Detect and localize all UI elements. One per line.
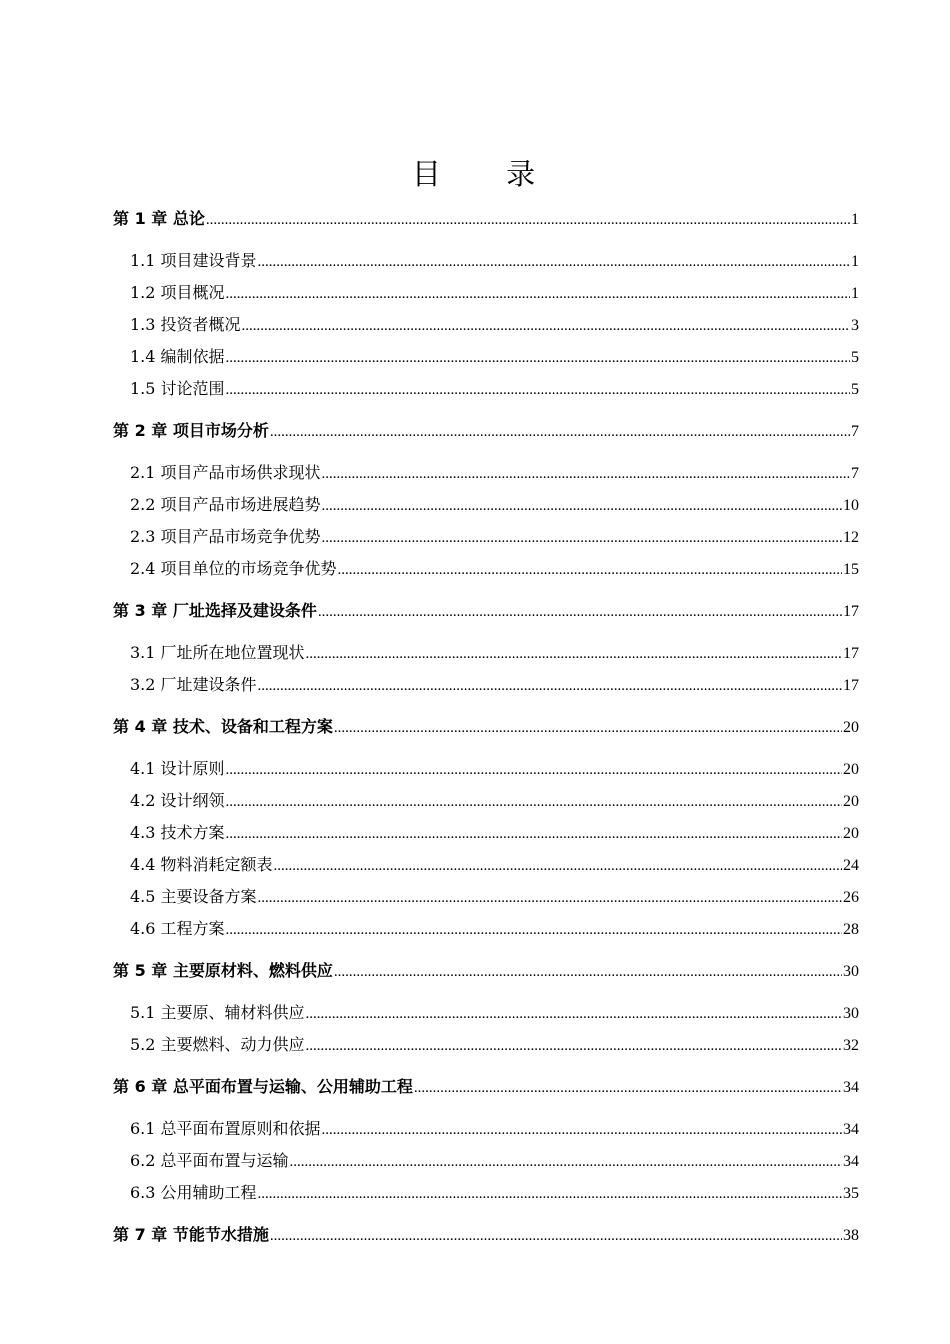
toc-section-entry[interactable] — [113, 669, 859, 701]
toc-entry-label: 2.1 项目产品市场供求现状 — [130, 463, 321, 482]
toc-page-number: 26 — [843, 889, 859, 906]
toc-section-entry[interactable] — [113, 785, 859, 817]
toc-section-entry[interactable] — [113, 1113, 859, 1145]
dot-leader — [338, 554, 842, 586]
toc-entry-label: 第 2 章 项目市场分析 — [113, 421, 269, 440]
toc-chapter-entry[interactable] — [113, 1071, 859, 1103]
toc-section-entry[interactable] — [113, 997, 859, 1029]
toc-entry-label: 第 7 章 节能节水措施 — [113, 1225, 269, 1244]
toc-page-number: 30 — [843, 963, 859, 980]
toc-entry-label: 4.4 物料消耗定额表 — [130, 855, 273, 874]
toc-entry-label: 4.3 技术方案 — [130, 823, 225, 842]
toc-section-entry[interactable] — [113, 457, 859, 489]
toc-page-number: 7 — [851, 465, 859, 482]
toc-section-entry[interactable] — [113, 913, 859, 945]
toc-entry-label: 4.1 设计原则 — [130, 759, 225, 778]
toc-page-number: 1 — [851, 285, 859, 302]
toc-page-number: 35 — [843, 1185, 859, 1202]
toc-section-entry[interactable] — [113, 1029, 859, 1061]
toc-entry-label: 3.2 厂址建设条件 — [130, 675, 257, 694]
dot-leader — [322, 458, 850, 490]
toc-section-entry[interactable] — [113, 849, 859, 881]
dot-leader — [226, 914, 842, 946]
toc-page-number: 20 — [843, 793, 859, 810]
toc-section-entry[interactable] — [113, 1177, 859, 1209]
toc-entry-label: 6.3 公用辅助工程 — [130, 1183, 257, 1202]
toc-section-entry[interactable] — [113, 881, 859, 913]
toc-chapter-entry[interactable] — [113, 711, 859, 743]
dot-leader — [334, 956, 842, 988]
toc-entry-label: 4.6 工程方案 — [130, 919, 225, 938]
dot-leader — [226, 818, 842, 850]
dot-leader — [226, 754, 842, 786]
dot-leader — [318, 596, 842, 628]
toc-page-number: 38 — [843, 1227, 859, 1244]
toc-section-entry[interactable] — [113, 637, 859, 669]
toc-page-number: 3 — [851, 317, 859, 334]
toc-section-entry[interactable] — [113, 309, 859, 341]
dot-leader — [258, 670, 842, 702]
dot-leader — [414, 1072, 842, 1104]
toc-page-number: 20 — [843, 761, 859, 778]
toc-page-number: 15 — [843, 561, 859, 578]
dot-leader — [226, 374, 850, 406]
toc-entry-label: 3.1 厂址所在地位置现状 — [130, 643, 305, 662]
toc-page-number: 20 — [843, 719, 859, 736]
dot-leader — [206, 204, 850, 236]
toc-entry-label: 第 1 章 总论 — [113, 209, 205, 228]
dot-leader — [306, 638, 842, 670]
toc-chapter-entry[interactable] — [113, 1219, 859, 1251]
dot-leader — [226, 278, 850, 310]
table-of-contents — [113, 203, 859, 1251]
dot-leader — [242, 310, 850, 342]
toc-page-number: 5 — [851, 381, 859, 398]
toc-entry-label: 1.1 项目建设背景 — [130, 251, 257, 270]
toc-entry-label: 2.3 项目产品市场竞争优势 — [130, 527, 321, 546]
toc-entry-label: 4.2 设计纲领 — [130, 791, 225, 810]
toc-entry-label: 1.5 讨论范围 — [130, 379, 225, 398]
dot-leader — [270, 1220, 842, 1252]
toc-entry-label: 1.2 项目概况 — [130, 283, 225, 302]
toc-section-entry[interactable] — [113, 341, 859, 373]
toc-entry-label: 2.4 项目单位的市场竞争优势 — [130, 559, 337, 578]
toc-page-number: 17 — [843, 645, 859, 662]
toc-title: 目 录 — [411, 157, 564, 191]
toc-page-number: 1 — [851, 253, 859, 270]
dot-leader — [306, 1030, 842, 1062]
toc-entry-label: 6.1 总平面布置原则和依据 — [130, 1119, 321, 1138]
toc-page-number: 17 — [843, 603, 859, 620]
dot-leader — [270, 416, 850, 448]
toc-chapter-entry[interactable] — [113, 955, 859, 987]
toc-entry-label: 4.5 主要设备方案 — [130, 887, 257, 906]
dot-leader — [258, 882, 842, 914]
toc-entry-label: 第 3 章 厂址选择及建设条件 — [113, 601, 317, 620]
toc-entry-label: 1.3 投资者概况 — [130, 315, 241, 334]
toc-section-entry[interactable] — [113, 753, 859, 785]
toc-page-number: 17 — [843, 677, 859, 694]
dot-leader — [322, 490, 842, 522]
toc-page-number: 10 — [843, 497, 859, 514]
toc-entry-label: 第 6 章 总平面布置与运输、公用辅助工程 — [113, 1077, 413, 1096]
dot-leader — [334, 712, 842, 744]
toc-page-number: 12 — [843, 529, 859, 546]
toc-entry-label: 5.2 主要燃料、动力供应 — [130, 1035, 305, 1054]
dot-leader — [322, 1114, 842, 1146]
toc-section-entry[interactable] — [113, 373, 859, 405]
toc-section-entry[interactable] — [113, 553, 859, 585]
toc-page-number: 34 — [843, 1079, 859, 1096]
toc-page-number: 7 — [851, 423, 859, 440]
toc-page-number: 34 — [843, 1153, 859, 1170]
toc-page-number: 28 — [843, 921, 859, 938]
toc-section-entry[interactable] — [113, 277, 859, 309]
toc-page-number: 32 — [843, 1037, 859, 1054]
toc-section-entry[interactable] — [113, 817, 859, 849]
toc-chapter-entry[interactable] — [113, 415, 859, 447]
toc-entry-label: 第 4 章 技术、设备和工程方案 — [113, 717, 333, 736]
toc-page-number: 34 — [843, 1121, 859, 1138]
toc-entry-label: 6.2 总平面布置与运输 — [130, 1151, 289, 1170]
toc-chapter-entry[interactable] — [113, 595, 859, 627]
toc-section-entry[interactable] — [113, 245, 859, 277]
dot-leader — [322, 522, 842, 554]
dot-leader — [226, 786, 842, 818]
dot-leader — [258, 246, 850, 278]
dot-leader — [226, 342, 850, 374]
toc-page-number: 20 — [843, 825, 859, 842]
toc-page-number: 24 — [843, 857, 859, 874]
toc-page-number: 1 — [851, 211, 859, 228]
toc-page-number: 30 — [843, 1005, 859, 1022]
toc-entry-label: 5.1 主要原、辅材料供应 — [130, 1003, 305, 1022]
dot-leader — [306, 998, 842, 1030]
toc-section-entry[interactable] — [113, 1145, 859, 1177]
dot-leader — [274, 850, 842, 882]
toc-page-number: 5 — [851, 349, 859, 366]
dot-leader — [290, 1146, 842, 1178]
toc-section-entry[interactable] — [113, 521, 859, 553]
toc-entry-label: 1.4 编制依据 — [130, 347, 225, 366]
toc-entry-label: 第 5 章 主要原材料、燃料供应 — [113, 961, 333, 980]
toc-chapter-entry[interactable] — [113, 203, 859, 235]
toc-section-entry[interactable] — [113, 489, 859, 521]
dot-leader — [258, 1178, 842, 1210]
toc-entry-label: 2.2 项目产品市场进展趋势 — [130, 495, 321, 514]
